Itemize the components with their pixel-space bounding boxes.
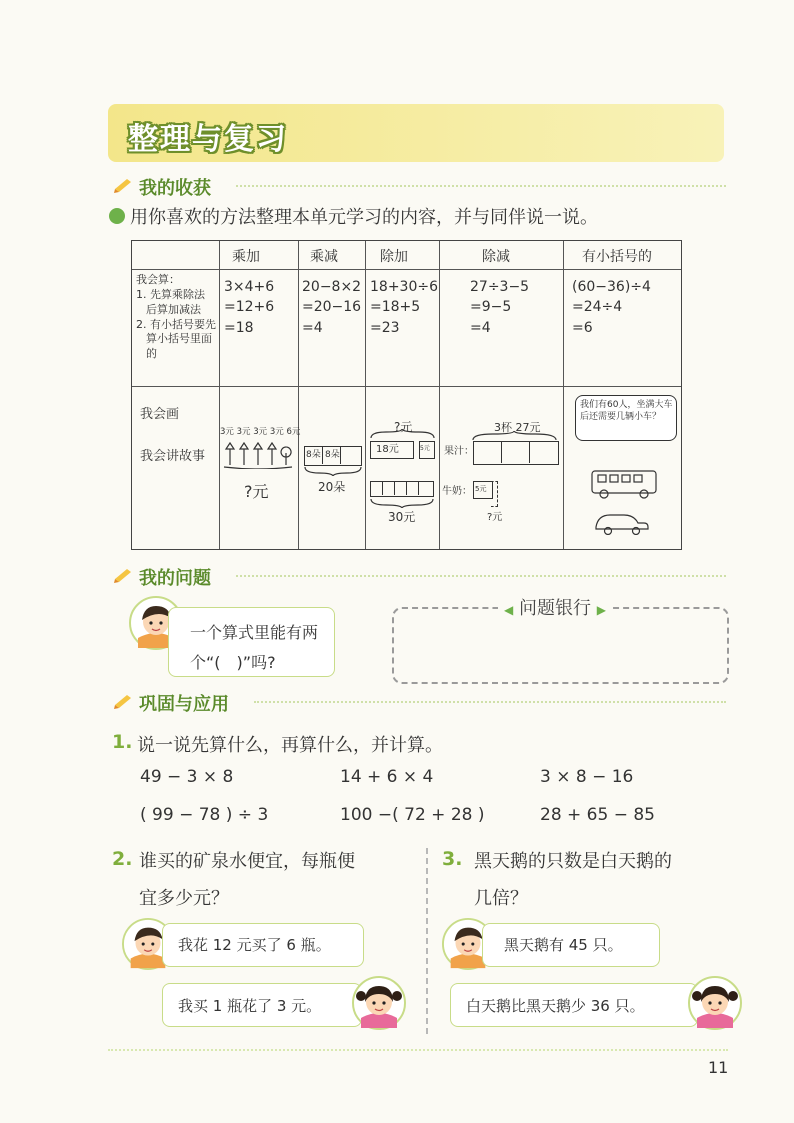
header-cell: 有小括号的 xyxy=(582,249,652,265)
question-bank-label: ◀ 问题银行 ▶ xyxy=(498,594,612,620)
vehicles-drawing xyxy=(590,469,662,535)
expression: 49 − 3 × 8 xyxy=(140,767,234,787)
header-cell: 除减 xyxy=(482,249,510,265)
section-title-problems: 我的问题 xyxy=(139,568,211,589)
bar-total: ?元 xyxy=(487,512,503,523)
footer-divider xyxy=(108,1049,728,1051)
row-label-calc: 我会算： 1. 先算乘除法 后算加减法 2. 有小括号要先 算小括号里面 的 xyxy=(136,273,216,361)
divider xyxy=(236,185,726,187)
divider xyxy=(254,701,726,703)
bar-total: 30元 xyxy=(388,510,416,524)
brace-drawing xyxy=(304,466,362,476)
expression: ( 99 − 78 ) ÷ 3 xyxy=(140,805,269,825)
price-labels: 3元 3元 3元 3元 6元 xyxy=(220,427,301,437)
expression: 100 −( 72 + 28 ) xyxy=(340,805,485,825)
boy-question: 一个算式里能有两个“( )”吗? xyxy=(190,623,319,672)
question-text: 说一说先算什么，再算什么，并计算。 xyxy=(137,735,443,756)
bar-frame xyxy=(370,481,434,497)
expression: 28 + 65 − 85 xyxy=(540,805,655,825)
pencil-icon xyxy=(113,693,133,709)
question-number: 2. xyxy=(112,848,133,870)
calc-cell: 27÷3−5 =9−5 =4 xyxy=(470,279,530,336)
page-number: 11 xyxy=(708,1058,729,1077)
bar-label: 8朵 xyxy=(325,450,340,460)
section-title-practice: 巩固与应用 xyxy=(139,694,229,715)
expression: 3 × 8 − 16 xyxy=(540,767,634,787)
brace-drawing xyxy=(370,429,436,439)
milk-label: 牛奶： xyxy=(442,486,472,497)
header-cell: 乘加 xyxy=(232,249,260,265)
girl-statement: 白天鹅比黑天鹅少 36 只。 xyxy=(466,997,645,1015)
expression: 14 + 6 × 4 xyxy=(340,767,434,787)
arrow-right-icon: ▶ xyxy=(596,603,606,617)
bar-total: 20朵 xyxy=(318,480,346,494)
girl-avatar xyxy=(688,976,742,1030)
pencil-icon xyxy=(113,177,133,193)
flowers-drawing xyxy=(222,439,294,469)
question-text: 几倍？ xyxy=(474,888,528,909)
calc-cell: 20−8×2 =20−16 =4 xyxy=(302,279,362,336)
column-divider xyxy=(426,848,428,1034)
section-title-harvest: 我的收获 xyxy=(139,178,211,199)
girl-statement: 我买 1 瓶花了 3 元。 xyxy=(178,997,322,1015)
bar-label: 5元 xyxy=(475,485,487,493)
arrow-left-icon: ◀ xyxy=(504,603,514,617)
summary-table xyxy=(131,240,682,550)
top-label: 3杯 27元 xyxy=(494,421,541,434)
pencil-icon xyxy=(113,567,133,583)
calc-cell: 3×4+6 =12+6 =18 xyxy=(224,279,275,336)
flower-total: ?元 xyxy=(244,482,269,501)
header-cell: 除加 xyxy=(380,249,408,265)
divider xyxy=(236,575,726,577)
row-label-story: 我会讲故事 xyxy=(140,449,206,464)
bullet-dot xyxy=(109,208,125,224)
bar-frame xyxy=(473,441,559,465)
question-number: 1. xyxy=(112,731,133,753)
boy-statement: 我花 12 元买了 6 瓶。 xyxy=(178,936,331,954)
bar-label: 8朵 xyxy=(306,450,321,460)
brace-drawing xyxy=(370,498,434,508)
boy-statement: 黑天鹅有 45 只。 xyxy=(504,936,623,954)
calc-cell: 18+30÷6 =18+5 =23 xyxy=(370,279,438,336)
page-title: 整理与复习 xyxy=(128,122,288,157)
speech-text: 我们有60人，坐满大车后还需要几辆小车？ xyxy=(580,400,673,423)
question-text: 黑天鹅的只数是白天鹅的 xyxy=(474,851,672,872)
question-text: 宜多少元？ xyxy=(139,888,229,909)
top-label: ?元 xyxy=(394,420,413,434)
brace-drawing xyxy=(472,431,558,441)
intro-text: 用你喜欢的方法整理本单元学习的内容，并与同伴说一说。 xyxy=(130,207,598,228)
row-label-draw: 我会画 xyxy=(140,407,180,422)
calc-cell: (60−36)÷4 =24÷4 =6 xyxy=(572,279,651,336)
header-cell: 乘减 xyxy=(310,249,338,265)
question-number: 3. xyxy=(442,848,463,870)
question-text: 谁买的矿泉水便宜，每瓶便 xyxy=(139,851,355,872)
juice-label: 果汁： xyxy=(444,446,474,457)
bar-label: 5元 xyxy=(420,445,430,452)
girl-avatar xyxy=(352,976,406,1030)
bar-label: 18元 xyxy=(376,444,399,455)
